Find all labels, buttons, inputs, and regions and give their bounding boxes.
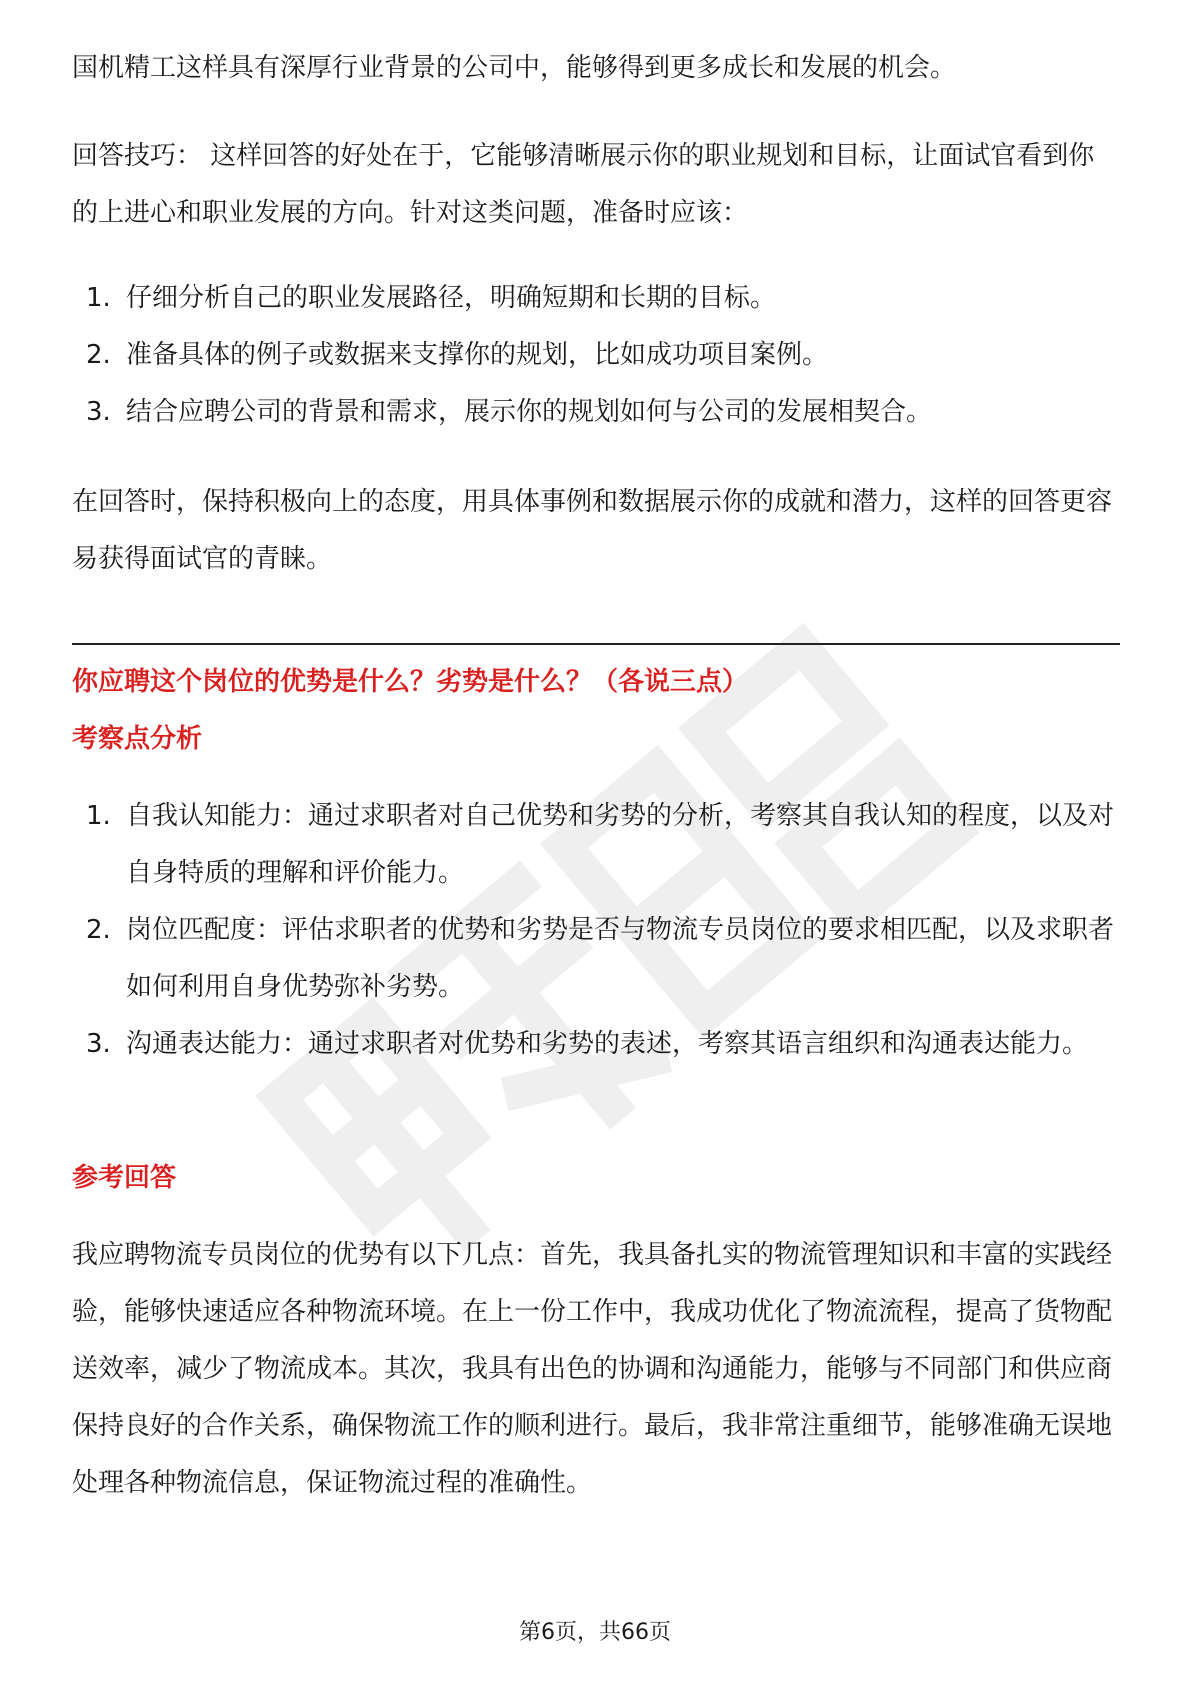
list-number: 2.	[86, 915, 111, 945]
list-item-text: 岗位匹配度：评估求职者的优势和劣势是否与物流专员岗位的要求相匹配，以及求职者如何利用自身优势弥补劣势。	[126, 915, 1115, 1002]
page-number: 第6页，共66页	[519, 1620, 671, 1645]
list-item-text: 结合应聘公司的背景和需求，展示你的规划如何与公司的发展相契合。	[126, 397, 933, 427]
list-item-text: 自我认知能力：通过求职者对自己优势和劣势的分析，考察其自我认知的程度，以及对自身特质的理解和评价能力。	[126, 801, 1115, 888]
list-number: 3.	[86, 1029, 111, 1059]
list-number: 1.	[86, 283, 111, 313]
intro-paragraph: 国机精工这样具有深厚行业背景的公司中，能够得到更多成长和发展的机会。	[72, 53, 957, 83]
list-item	[72, 384, 1120, 441]
answer-tip-paragraph: 回答技巧： 这样回答的好处在于，它能够清晰展示你的职业规划和目标，让面试官看到你的上进心和职业发展的方向。针对这类问题，准备时应该：	[72, 141, 1095, 228]
list-number: 3.	[86, 397, 111, 427]
list-item	[72, 270, 1120, 327]
list-item	[72, 327, 1120, 384]
list-item-text: 沟通表达能力：通过求职者对优势和劣势的表述，考察其语言组织和沟通表达能力。	[126, 1029, 1089, 1059]
reference-answer-heading: 参考回答	[72, 1163, 177, 1193]
list-item	[72, 902, 1120, 1016]
list-number: 1.	[86, 801, 111, 831]
analysis-heading: 考察点分析	[72, 724, 203, 754]
preparation-list	[72, 270, 1120, 441]
list-number: 2.	[86, 340, 111, 370]
section-divider	[72, 643, 1120, 645]
list-item	[72, 1016, 1120, 1073]
reference-answer-paragraph: 我应聘物流专员岗位的优势有以下几点：首先，我具备扎实的物流管理知识和丰富的实践经验，能够快速适应各种物流环境。在上一份工作中，我成功优化了物流流程，提高了货物配送效率，减少了物流成本。其次，我具有出色的协调和沟通能力，能够与不同部门和供应商保持良好的合作关系，确保物流工作的顺利进行。最后，我非常注重细节，能够准确无误地处理各种物流信息，保证物流过程的准确性。	[72, 1240, 1113, 1498]
list-item	[72, 788, 1120, 902]
list-item-text: 仔细分析自己的职业发展路径，明确短期和长期的目标。	[126, 283, 777, 313]
closing-paragraph: 在回答时，保持积极向上的态度，用具体事例和数据展示你的成就和潜力，这样的回答更容易获得面试官的青睐。	[72, 487, 1113, 574]
analysis-points-list	[72, 788, 1120, 1073]
list-item-text: 准备具体的例子或数据来支撑你的规划，比如成功项目案例。	[126, 340, 829, 370]
question-title: 你应聘这个岗位的优势是什么？劣势是什么？（各说三点）	[72, 667, 749, 697]
